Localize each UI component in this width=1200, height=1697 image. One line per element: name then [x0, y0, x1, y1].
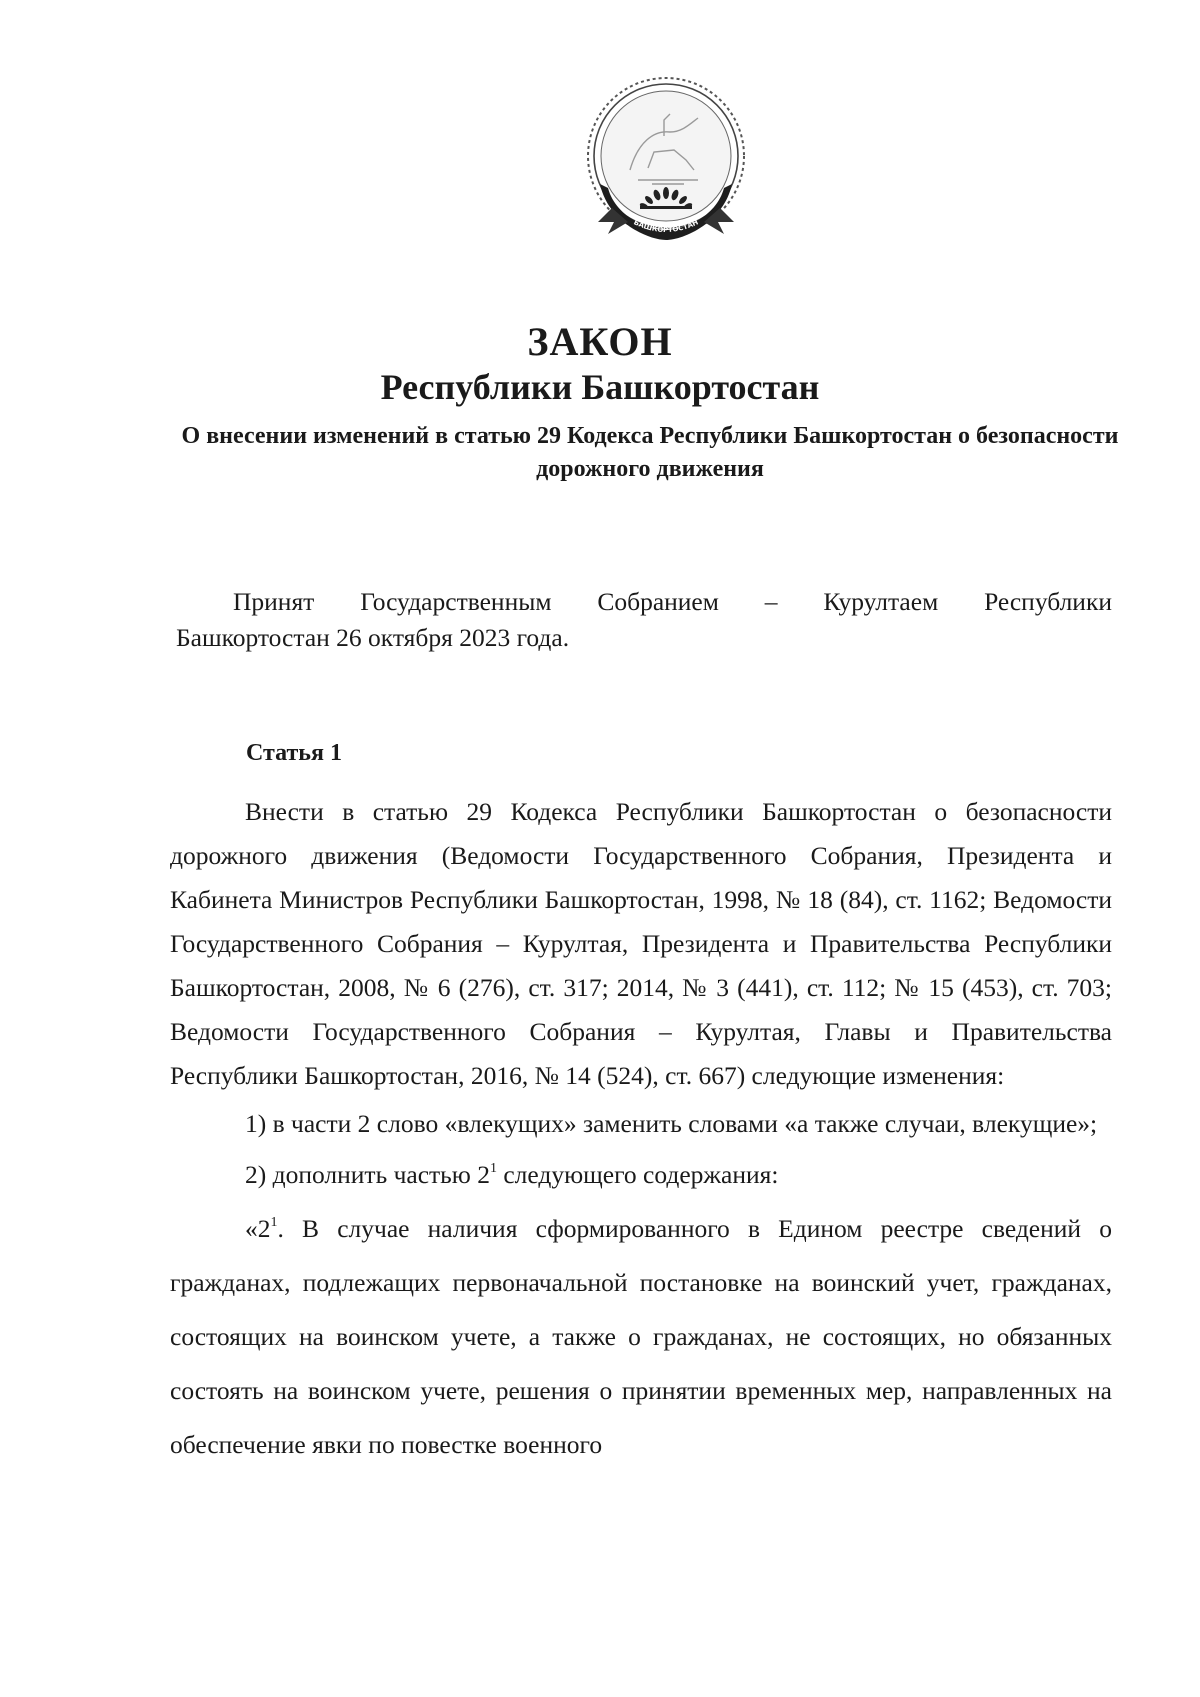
amendment-item-1: 1) в части 2 слово «влекущих» заменить словами «а также случаи, влекущие»;	[245, 1109, 1098, 1138]
law-description: О внесении изменений в статью 29 Кодекса Республики Башкортостан о безопасности дорожного движения	[181, 423, 1119, 482]
article-intro-paragraph: Внести в статью 29 Кодекса Республики Башкортостан о безопасности дорожного движения (Ведомости Государственного Собрания, Президента и Кабинета Министров Республики Башкортостан, 1998, № 18 (84), ст. 1162; Ведомости Государственного Собрания – Курултая, Президента и Правительства Республики Башкортостан, 2008, № 6 (276), ст. 317; 2014, № 3 (441), ст. 112; № 15 (453), ст. 703; Ведомости Государственного Собрания – Курултая, Главы и Правительства Республики Башкортостан, 2016, № 14 (524), ст. 667) следующие изменения:	[170, 797, 1112, 1090]
quote-start: «2	[245, 1214, 271, 1243]
amendment-item-2	[170, 1153, 1112, 1196]
emblem-ribbon-text: БАШКОРТОСТАН	[632, 218, 700, 235]
adoption-line-2: Башкортостан 26 октября 2023 года.	[176, 623, 570, 652]
amendment-item-2-tail: следующего содержания:	[496, 1160, 779, 1189]
quote-text: . В случае наличия сформированного в Едином реестре сведений о гражданах, подлежащих первоначальной постановке на воинский учет, гражданах, состоящих на воинском учете, а также о гражданах, не состоящих, но обязанных состоять на воинском учете, решения о принятии временных мер, направленных на обеспечение явки по повестке военного	[170, 1214, 1112, 1459]
article-body	[170, 790, 1112, 1472]
amendment-quote-paragraph	[170, 1202, 1112, 1472]
law-title: ЗАКОН	[527, 319, 673, 364]
adoption-statement	[176, 584, 1112, 656]
law-subtitle: Республики Башкортостан	[380, 367, 820, 407]
article-heading: Статья 1	[246, 740, 342, 766]
superscript: 1	[270, 1215, 278, 1230]
coat-of-arms-emblem	[578, 72, 754, 260]
amendment-item-2-text: 2) дополнить частью 2	[245, 1160, 490, 1189]
adoption-line-1: Принят Государственным Собранием – Курултаем Республики	[233, 587, 1112, 616]
superscript: 1	[489, 1161, 497, 1176]
